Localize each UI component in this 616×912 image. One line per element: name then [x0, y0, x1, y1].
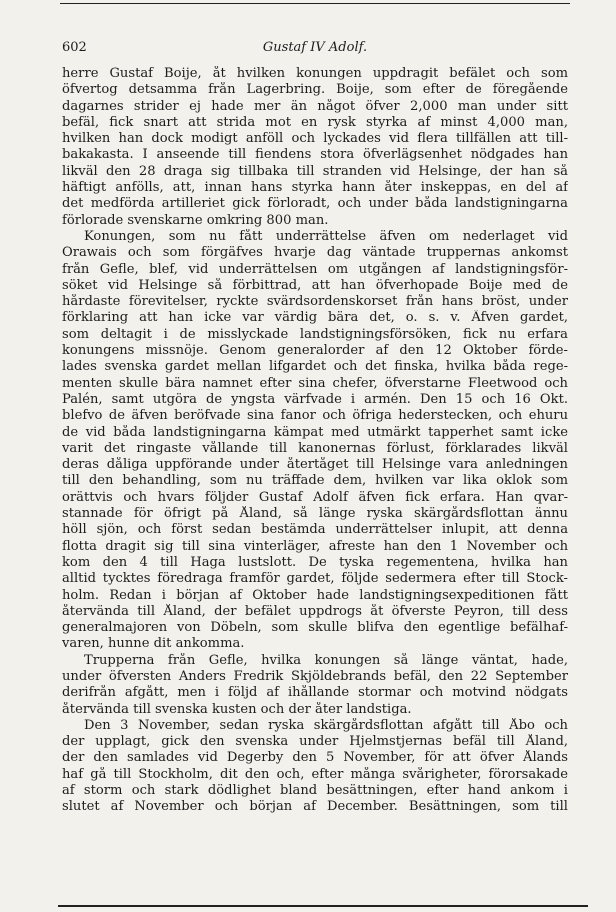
- text-line: befäl, fick snart att strida mot en rysk styrka af minst 4,000 man,: [62, 114, 568, 130]
- text-line: hårdaste förevitelser, ryckte svärdsordenskorset från hans bröst, under: [62, 294, 568, 310]
- text-line: varit det ringaste vållande till kanonernas förlust, förklarades likväl: [62, 440, 568, 456]
- text-line: stannade för öfrigt på Åland, så länge ryska skärgårdsflottan ännu: [62, 506, 568, 522]
- text-line: orättvis och hvars följder Gustaf Adolf äfven fick erfara. Han qvar-: [62, 489, 568, 505]
- text-line: höll sjön, och först sedan bestämda underrättelser inlupit, att denna: [62, 522, 568, 538]
- text-line: förlorade svenskarne omkring 800 man.: [62, 212, 329, 228]
- paragraph-start-line: Konungen, som nu fått underrättelse äfven om nederlaget vid: [84, 228, 568, 244]
- page-number: 602: [62, 40, 87, 55]
- text-line: deras dåliga uppförande under återtåget till Helsinge vara anledningen: [62, 457, 568, 473]
- text-line: af storm och stark dödlighet bland besättningen, efter hand ankom i: [62, 783, 568, 799]
- text-line: slutet af November och början af December. Besättningen, som till: [62, 799, 568, 815]
- text-line: konungens missnöje. Genom generalorder af den 12 Oktober förde-: [62, 343, 568, 359]
- text-line: som deltagit i de misslyckade landstigningsförsöken, fick nu erfara: [62, 326, 568, 342]
- text-line: hvilken han dock modigt anföll och lyckades vid flera tillfällen att till-: [62, 131, 568, 147]
- text-line: dagarnes strider ej hade mer än något öfver 2,000 man under sitt: [62, 98, 568, 114]
- text-line: kom den 4 till Haga lustslott. De tyska regementena, hvilka han: [62, 554, 568, 570]
- text-line: menten skulle bära namnet efter sina chefer, öfverstarne Fleetwood och: [62, 375, 568, 391]
- text-line: till den behandling, som nu träffade dem, hvilken var lika oklok som: [62, 473, 568, 489]
- text-line: der den samlades vid Degerby den 5 November, för att öfver Ålands: [62, 750, 568, 766]
- text-line: bakakasta. I anseende till fiendens stora öfverlägsenhet nödgades han: [62, 147, 568, 163]
- text-line: återvända till svenska kusten och der åter landstiga.: [62, 701, 412, 717]
- text-line: alltid tycktes föredraga framför gardet, följde sedermera efter till Stock-: [62, 571, 568, 587]
- text-line: generalmajoren von Döbeln, som skulle blifva den egentlige befälhaf-: [62, 620, 568, 636]
- text-line: Orawais och som förgäfves hvarje dag väntade truppernas ankomst: [62, 245, 568, 261]
- running-title: Gustaf IV Adolf.: [262, 40, 368, 55]
- text-line: likväl den 28 draga sig tillbaka till stranden vid Helsinge, der han så: [62, 163, 568, 179]
- text-line: söket vid Helsinge så förbittrad, att han öfverhopade Boije med de: [62, 277, 568, 293]
- text-line: lades svenska gardet mellan lifgardet och det finska, hvilka båda rege-: [62, 359, 568, 375]
- text-line: varen, hunne dit ankomma.: [62, 636, 245, 652]
- top-rule: [60, 3, 570, 4]
- text-line: haf gå till Stockholm, dit den och, efter många svårigheter, förorsakade: [62, 766, 568, 782]
- page-header: [62, 38, 568, 58]
- text-line: öfvertog detsamma från Lagerbring. Boije, som efter de föregående: [62, 82, 568, 98]
- text-line: Palén, samt utgöra de yngsta värfvade i armén. Den 15 och 16 Okt.: [62, 391, 568, 407]
- text-line: återvända till Åland, der befälet uppdrogs åt öfverste Peyron, till dess: [62, 603, 568, 619]
- text-line: under öfversten Anders Fredrik Skjöldebrands befäl, den 22 September: [62, 668, 568, 684]
- text-line: derifrån afgått, men i följd af ihållande stormar och motvind nödgats: [62, 685, 568, 701]
- text-line: förklaring att han icke var värdig bära det, o. s. v. Äfven gardet,: [62, 310, 568, 326]
- paragraph-start-line: Trupperna från Gefle, hvilka konungen så länge väntat, hade,: [84, 652, 568, 668]
- text-line: från Gefle, blef, vid underrättelsen om utgången af landstigningsför-: [62, 261, 568, 277]
- text-line: flotta dragit sig till sina vinterläger, afreste han den 1 November och: [62, 538, 568, 554]
- text-line: häftigt anfölls, att, innan hans styrka hann åter inskeppas, en del af: [62, 180, 568, 196]
- text-line: holm. Redan i början af Oktober hade landstigningsexpeditionen fått: [62, 587, 568, 603]
- text-line: der upplagt, gick den svenska under Hjelmstjernas befäl till Åland,: [62, 734, 568, 750]
- text-line: blefvo de äfven beröfvade sina fanor och öfriga hederstecken, och ehuru: [62, 408, 568, 424]
- body-text: [62, 66, 568, 816]
- paragraph-start-line: Den 3 November, sedan ryska skärgårdsflottan afgått till Åbo och: [84, 717, 568, 733]
- text-line: de vid båda landstigningarna kämpat med utmärkt tapperhet samt icke: [62, 424, 568, 440]
- bottom-rule: [58, 905, 588, 907]
- text-line: det medförda artilleriet gick förloradt, och under båda landstigningarna: [62, 196, 568, 212]
- text-line: herre Gustaf Boije, åt hvilken konungen uppdragit befälet och som: [62, 66, 568, 81]
